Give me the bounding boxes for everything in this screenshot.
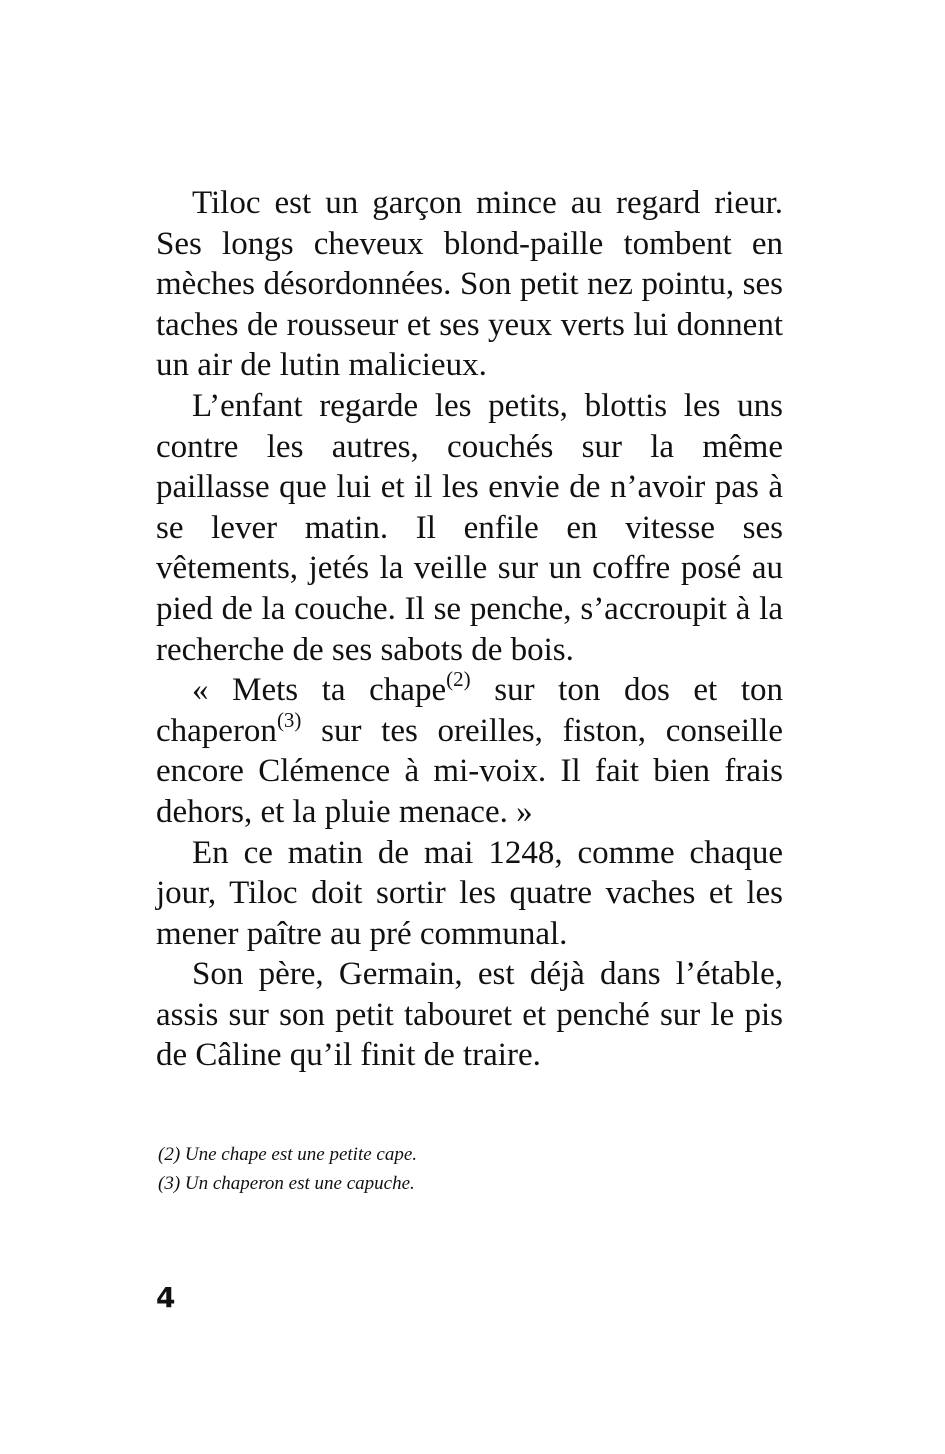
paragraph-4: En ce matin de mai 1248, comme chaque jour, Tiloc doit sortir les quatre vaches et les mener paître au pré communal. <box>156 834 783 952</box>
footnote-3: (3) Un chaperon est une capuche. <box>158 1173 415 1194</box>
footnote-2: (2) Une chape est une petite cape. <box>158 1144 418 1165</box>
body-text <box>156 183 783 1076</box>
paragraph-3-text-c: sur tes oreilles, fiston, conseille encore Clémence à mi-voix. Il fait bien frais dehors, et la pluie menace. » <box>156 712 783 830</box>
footnotes <box>158 1140 758 1198</box>
footnote-ref-2: (2) <box>446 667 471 692</box>
paragraph-2: L’enfant regarde les petits, blottis les uns contre les autres, couchés sur la même paillasse que lui et il les envie de n’avoir pas à se lever matin. Il enfile en vitesse ses vêtements, jetés la veille sur un coffre posé au pied de la couche. Il se penche, s’accroupit à la recherche de ses sabots de bois. <box>156 387 783 668</box>
paragraph-3-text-a: « Mets ta chape <box>192 672 447 709</box>
paragraph-3 <box>156 667 784 832</box>
footnote-ref-3: (3) <box>276 707 302 732</box>
page-number: 4 <box>156 1281 176 1314</box>
paragraph-1: Tiloc est un garçon mince au regard rieur. Ses longs cheveux blond-paille tombent en mèches désordonnées. Son petit nez pointu, ses taches de rousseur et ses yeux verts lui donnent un air de lutin malicieux. <box>156 185 783 384</box>
paragraph-3-text-b: sur ton dos et ton chaperon <box>156 672 784 749</box>
paragraph-5: Son père, Germain, est déjà dans l’étable, assis sur son petit tabouret et penché sur le pis de Câline qu’il finit de traire. <box>156 956 783 1074</box>
